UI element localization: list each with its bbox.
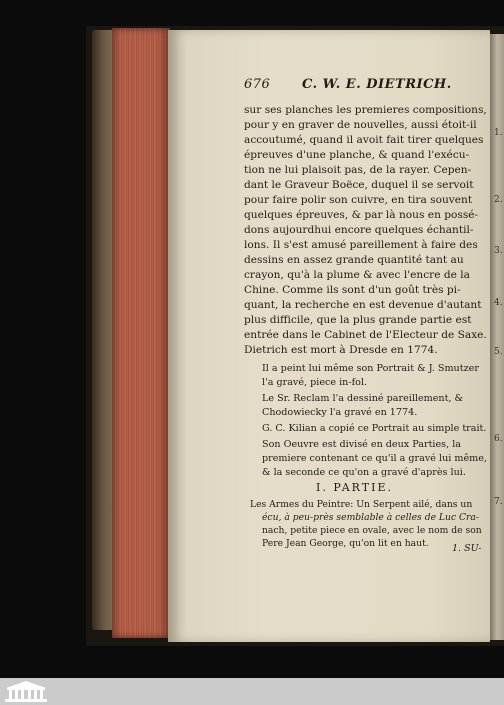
note-line: Il a peint lui même son Portrait & J. Smutzer bbox=[262, 363, 479, 374]
facing-page-edge bbox=[490, 34, 504, 640]
entry-line: Les Armes du Peintre: Un Serpent ailé, dans un bbox=[250, 499, 473, 510]
body-line: quant, la recherche en est devenue d'autant bbox=[244, 299, 482, 311]
running-title: C. W. E. DIETRICH. bbox=[302, 77, 452, 92]
note-line: Le Sr. Reclam l'a dessiné pareillement, & bbox=[262, 393, 464, 404]
entry-line: écu, à peu-près semblable à celles de Luc Cra- bbox=[262, 512, 480, 523]
facing-mark-7: 7. bbox=[494, 497, 503, 507]
body-line: dons aujourdhui encore quelques échantil- bbox=[244, 224, 474, 236]
body-line: Dietrich est mort à Dresde en 1774. bbox=[244, 344, 438, 356]
facing-mark-1: 1. bbox=[494, 128, 503, 138]
catchword: 1. SU- bbox=[452, 543, 482, 554]
note-line: G. C. Kilian a copié ce Portrait au simple trait. bbox=[262, 423, 487, 434]
note-line: l'a gravé, piece in-fol. bbox=[262, 377, 368, 388]
running-head bbox=[244, 77, 484, 97]
body-line: accoutumé, quand il avoit fait tirer quelques bbox=[244, 134, 484, 146]
facing-mark-6: 6. bbox=[494, 434, 503, 444]
body-line: épreuves d'une planche, & quand l'exécu- bbox=[244, 149, 470, 161]
body-line: lons. Il s'est amusé pareillement à faire des bbox=[244, 239, 478, 251]
entry-line: Pere Jean George, qu'on lit en haut. bbox=[262, 538, 429, 549]
facing-mark-4: 4. bbox=[494, 298, 503, 308]
body-line: Chine. Comme ils sont d'un goût très pi- bbox=[244, 284, 461, 296]
body-line: entrée dans le Cabinet de l'Electeur de Saxe. bbox=[244, 329, 487, 341]
facing-mark-5: 5. bbox=[494, 347, 503, 357]
body-line: sur ses planches les premieres compositions, bbox=[244, 104, 487, 116]
body-line: pour faire polir son cuivre, en tira souvent bbox=[244, 194, 473, 206]
body-line: dessins en assez grande quantité tant au bbox=[244, 254, 464, 266]
note-line: Son Oeuvre est divisé en deux Parties, la bbox=[262, 439, 461, 450]
facing-mark-3: 3. bbox=[494, 246, 503, 256]
section-heading: I. PARTIE. bbox=[316, 481, 393, 494]
facing-mark-2: 2. bbox=[494, 195, 503, 205]
book-red-page-edges bbox=[112, 28, 170, 638]
body-line: tion ne lui plaisoit pas, de la rayer. Cepen- bbox=[244, 164, 472, 176]
body-line: dant le Graveur Boëce, duquel il se servoit bbox=[244, 179, 474, 191]
body-line: quelques épreuves, & par là nous en possé- bbox=[244, 209, 479, 221]
note-line: premiere contenant ce qu'il a gravé lui même, bbox=[262, 453, 487, 464]
body-line: crayon, qu'à la plume & avec l'encre de la bbox=[244, 269, 470, 281]
library-building-icon bbox=[4, 679, 48, 703]
note-line: Chodowiecky l'a gravé en 1774. bbox=[262, 407, 418, 418]
page-number: 676 bbox=[244, 77, 271, 92]
footer-bar bbox=[0, 678, 504, 705]
body-line: pour y en graver de nouvelles, aussi étoit-il bbox=[244, 119, 477, 131]
note-line: & la seconde ce qu'on a gravé d'après lui. bbox=[262, 467, 466, 478]
entry-line: nach, petite piece en ovale, avec le nom de son bbox=[262, 525, 482, 536]
body-line: plus difficile, que la plus grande partie est bbox=[244, 314, 472, 326]
